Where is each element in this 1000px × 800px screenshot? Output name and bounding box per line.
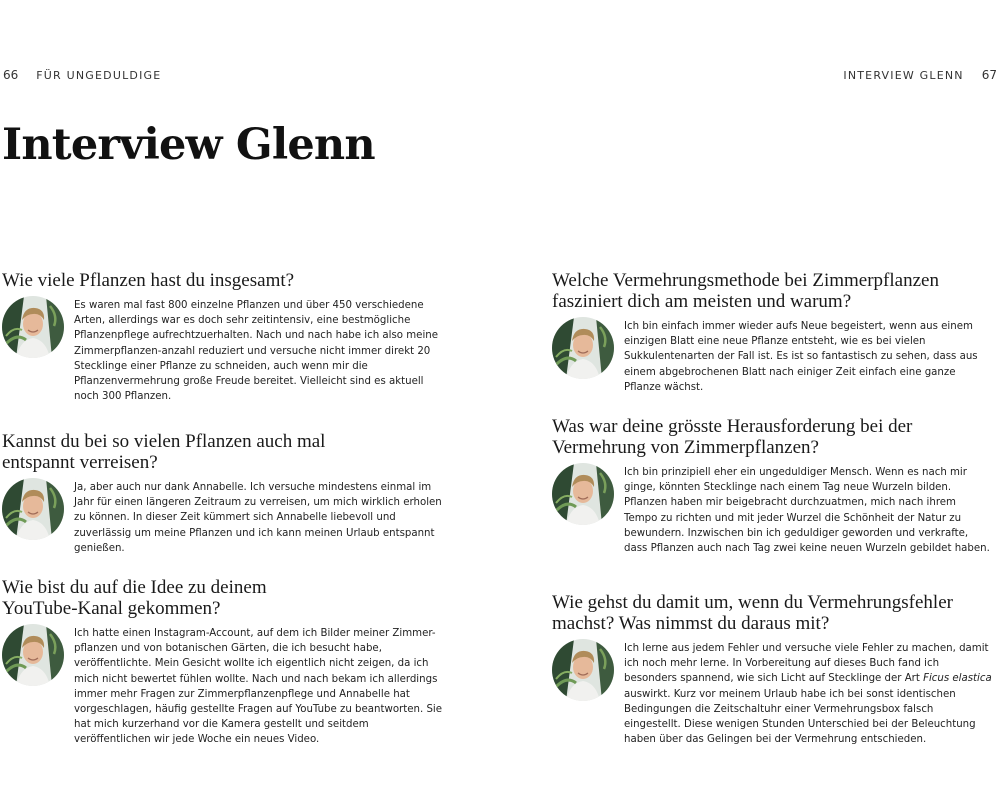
answer-text <box>624 641 992 747</box>
running-header-right <box>843 68 997 82</box>
avatar <box>2 478 64 540</box>
qa-block-5 <box>552 416 992 556</box>
answer-text: Ich bin einfach immer wieder aufs Neue begeistert, wenn aus einem einzigen Blatt eine neue Pflanze entsteht, wie es bei vielen Sukkulentenarten der Fall ist. Es ist so fantastisch zu sehen, dass aus einem abgebrochenen Blatt nach einiger Zeit einfach eine ganze Pflanze wächst. <box>624 321 978 393</box>
answer-text-part: auswirkt. Kurz vor meinem Urlaub habe ich bei sonst identischen Bedingungen die Zeitschaltuhr einer Vermehrungsbox falsch eingestellt. Diese wenigen Stunden Unterschied bei der Beleuchtung haben über das Gelingen bei der Vermehrung entschieden. <box>624 688 976 746</box>
right-page-number: 67 <box>981 68 997 82</box>
question-heading: Welche Vermehrungsmethode bei Zimmerpflanzen fasziniert dich am meisten und warum? <box>552 270 939 312</box>
avatar <box>552 463 614 525</box>
qa-block-6 <box>552 592 992 747</box>
qa-block-1 <box>2 270 442 404</box>
avatar <box>2 296 64 358</box>
answer-text: Ich hatte einen Instagram-Account, auf dem ich Bilder meiner Zimmer-pflanzen und von botanischen Gärten, die ich besucht habe, veröffentlichte. Mein Gesicht wollte ich eigentlich nicht zeigen, da ich mich nicht bewertet fühlen wollte. Nach und nach bekam ich allerdings immer mehr Fragen zur Zimmerpflanzenpflege und Annabelle hat vorgeschlagen, häufig gestellte Fragen auf YouTube zu beantworten. Sie hat mich kurzerhand vor die Kamera gestellt und seitdem veröffentlichen wir jede Woche ein neues Video. <box>74 628 443 746</box>
avatar <box>552 639 614 701</box>
question-heading: Wie gehst du damit um, wenn du Vermehrungsfehler machst? Was nimmst du daraus mit? <box>552 592 953 634</box>
left-page-number: 66 <box>3 68 19 82</box>
answer-text: Es waren mal fast 800 einzelne Pflanzen und über 450 verschiedene Arten, allerdings war es doch sehr zeitintensiv, eine bestmögliche Pflanzenpflege aufrechtzuerhalten. Nach und nach habe ich also meine Zimmerpflanzen-anzahl reduziert und versuche nicht immer direkt 20 Stecklinge einer Pflanze zu schneiden, auch wenn mir die Pflanzenvermehrung große Freude bereitet. Vielleicht sind es aktuell noch 300 Pflanzen. <box>74 300 439 403</box>
answer-text-part: Ich lerne aus jedem Fehler und versuche viele Fehler zu machen, damit ich noch mehr lerne. In Vorbereitung auf dieses Buch fand ich besonders spannend, wie sich Licht auf Stecklinge der Art <box>624 643 989 685</box>
left-section-title: FÜR UNGEDULDIGE <box>36 69 162 82</box>
question-heading: Was war deine grösste Herausforderung bei der Vermehrung von Zimmerpflanzen? <box>552 416 913 458</box>
question-heading: Wie viele Pflanzen hast du insgesamt? <box>2 270 295 291</box>
qa-block-2 <box>2 431 442 556</box>
answer-text: Ja, aber auch nur dank Annabelle. Ich versuche mindestens einmal im Jahr für einen längeren Zeitraum zu verreisen, um mich wirklich erholen zu können. In dieser Zeit kümmert sich Annabelle liebevoll und zuverlässig um meine Pflanzen und ich kann meinen Urlaub entspannt genießen. <box>74 482 442 554</box>
species-name: Ficus elastica <box>923 673 992 685</box>
qa-block-3 <box>2 577 442 748</box>
page-title: Interview Glenn <box>2 120 375 170</box>
avatar <box>552 317 614 379</box>
running-header-left <box>3 68 161 82</box>
question-heading: Wie bist du auf die Idee zu deinem YouTube-Kanal gekommen? <box>2 577 267 619</box>
right-section-title: INTERVIEW GLENN <box>843 69 964 82</box>
qa-block-4 <box>552 270 992 395</box>
avatar <box>2 624 64 686</box>
question-heading: Kannst du bei so vielen Pflanzen auch mal entspannt verreisen? <box>2 431 326 473</box>
answer-text: Ich bin prinzipiell eher ein ungeduldiger Mensch. Wenn es nach mir ginge, könnten Stecklinge nach einem Tag neue Wurzeln bilden. Pflanzen haben mir beigebracht durchzuatmen, mich nach ihrem Tempo zu richten und mit jeder Wurzel die Schönheit der Natur zu bewundern. Inzwischen bin ich geduldiger geworden und verkrafte, dass Pflanzen auch nach Tag zwei keine neuen Wurzeln gebildet haben. <box>624 467 990 555</box>
